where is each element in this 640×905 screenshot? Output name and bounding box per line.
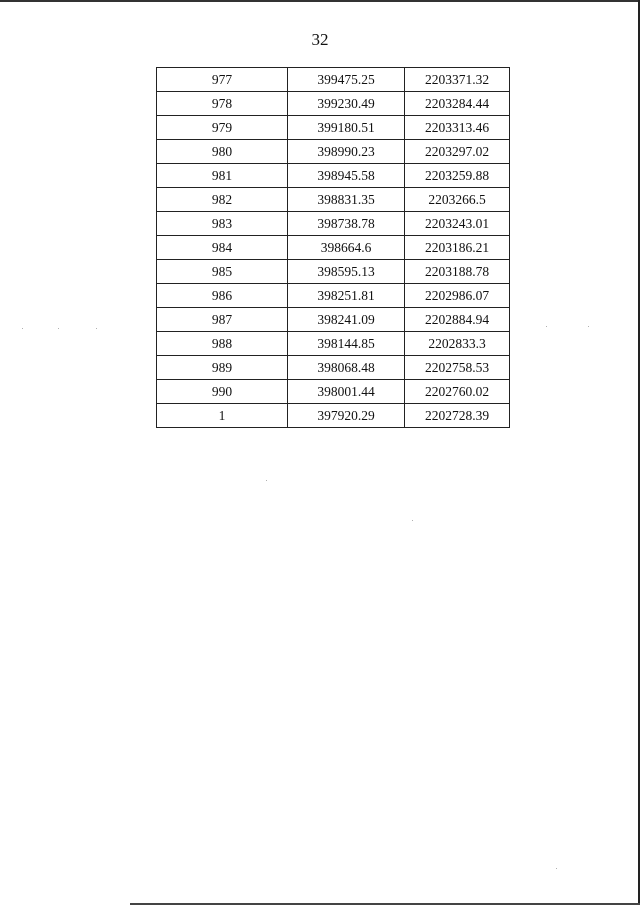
point-number-cell: 984 (157, 236, 288, 260)
table-row (157, 236, 510, 260)
x-coordinate-cell: 398241.09 (288, 308, 405, 332)
x-coordinate-cell: 398738.78 (288, 212, 405, 236)
y-coordinate-cell: 2203188.78 (405, 260, 510, 284)
point-number-cell: 977 (157, 68, 288, 92)
point-number-cell: 983 (157, 212, 288, 236)
table-row (157, 380, 510, 404)
point-number-cell: 986 (157, 284, 288, 308)
point-number-cell: 990 (157, 380, 288, 404)
y-coordinate-cell: 2203297.02 (405, 140, 510, 164)
table-row (157, 308, 510, 332)
page-number: 32 (311, 30, 329, 49)
table-row (157, 356, 510, 380)
x-coordinate-cell: 399180.51 (288, 116, 405, 140)
x-coordinate-cell: 398945.58 (288, 164, 405, 188)
y-coordinate-cell: 2203243.01 (405, 212, 510, 236)
x-coordinate-cell: 398068.48 (288, 356, 405, 380)
coordinates-table-body (157, 68, 510, 428)
x-coordinate-cell: 399230.49 (288, 92, 405, 116)
table-row (157, 212, 510, 236)
x-coordinate-cell: 398251.81 (288, 284, 405, 308)
table-row (157, 140, 510, 164)
y-coordinate-cell: 2202728.39 (405, 404, 510, 428)
x-coordinate-cell: 398001.44 (288, 380, 405, 404)
table-row (157, 116, 510, 140)
table-row (157, 332, 510, 356)
scan-speck (546, 326, 547, 327)
x-coordinate-cell: 398831.35 (288, 188, 405, 212)
scan-speck (58, 328, 59, 329)
x-coordinate-cell: 397920.29 (288, 404, 405, 428)
point-number-cell: 980 (157, 140, 288, 164)
point-number-cell: 987 (157, 308, 288, 332)
y-coordinate-cell: 2202986.07 (405, 284, 510, 308)
point-number-cell: 985 (157, 260, 288, 284)
y-coordinate-cell: 2203313.46 (405, 116, 510, 140)
y-coordinate-cell: 2202760.02 (405, 380, 510, 404)
point-number-cell: 978 (157, 92, 288, 116)
x-coordinate-cell: 398595.13 (288, 260, 405, 284)
y-coordinate-cell: 2202884.94 (405, 308, 510, 332)
table-row (157, 164, 510, 188)
scan-speck (412, 520, 413, 521)
scan-speck (588, 326, 589, 327)
y-coordinate-cell: 2202758.53 (405, 356, 510, 380)
x-coordinate-cell: 398990.23 (288, 140, 405, 164)
scan-top-edge (0, 0, 640, 2)
table-row (157, 284, 510, 308)
scan-speck (556, 868, 557, 869)
point-number-cell: 979 (157, 116, 288, 140)
point-number-cell: 989 (157, 356, 288, 380)
scan-speck (22, 328, 23, 329)
table-row (157, 260, 510, 284)
table-row (157, 68, 510, 92)
point-number-cell: 982 (157, 188, 288, 212)
y-coordinate-cell: 2203371.32 (405, 68, 510, 92)
table-row (157, 404, 510, 428)
scan-speck (96, 328, 97, 329)
table-row (157, 188, 510, 212)
x-coordinate-cell: 399475.25 (288, 68, 405, 92)
table-row (157, 92, 510, 116)
point-number-cell: 981 (157, 164, 288, 188)
x-coordinate-cell: 398664.6 (288, 236, 405, 260)
x-coordinate-cell: 398144.85 (288, 332, 405, 356)
y-coordinate-cell: 2203186.21 (405, 236, 510, 260)
y-coordinate-cell: 2203284.44 (405, 92, 510, 116)
point-number-cell: 988 (157, 332, 288, 356)
coordinates-table (156, 67, 510, 428)
scan-speck (266, 480, 267, 481)
y-coordinate-cell: 2202833.3 (405, 332, 510, 356)
point-number-cell: 1 (157, 404, 288, 428)
y-coordinate-cell: 2203266.5 (405, 188, 510, 212)
y-coordinate-cell: 2203259.88 (405, 164, 510, 188)
